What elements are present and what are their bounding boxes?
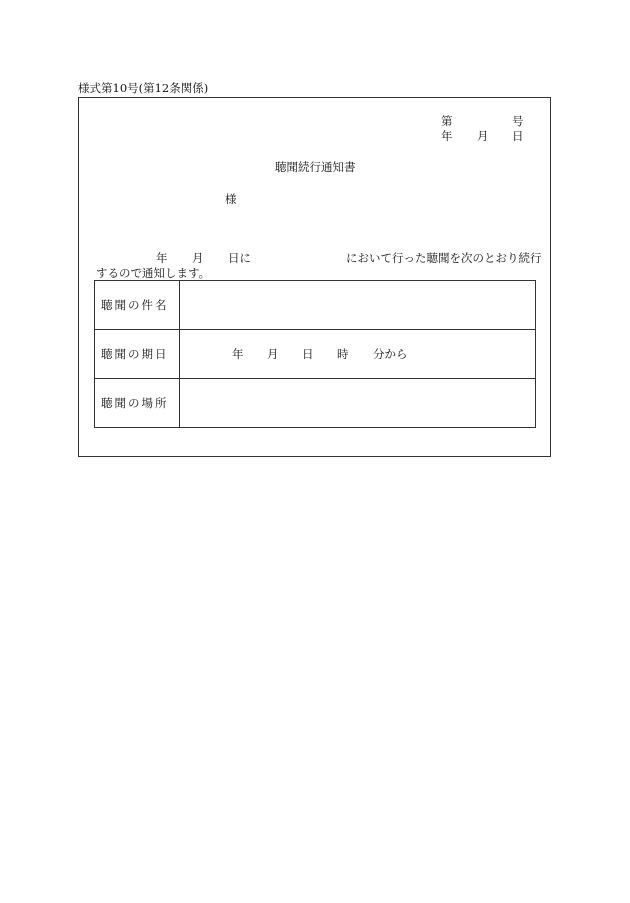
issue-date-month: 月 (477, 129, 489, 143)
hearing-date-year: 年 (232, 347, 244, 361)
body-date-year: 年 (156, 251, 168, 265)
issue-date-year: 年 (441, 129, 453, 143)
body-text-continuation: において行った聴聞を次のとおり続行 (346, 251, 542, 265)
document-number-prefix: 第 (441, 114, 453, 128)
hearing-date-field (180, 330, 536, 379)
hearing-date-day: 日 (302, 347, 314, 361)
hearing-date-label: 聴聞の期日 (95, 330, 180, 379)
hearing-subject-field (180, 281, 536, 330)
body-text-line-2: するので通知します。 (96, 266, 211, 280)
hearing-detail-table (94, 280, 536, 428)
body-date-day: 日に (228, 251, 251, 265)
form-number-label: 様式第10号(第12条関係) (78, 81, 209, 95)
hearing-date-month: 月 (267, 347, 279, 361)
hearing-date-hour: 時 (337, 347, 349, 361)
document-title: 聴聞続行通知書 (275, 160, 356, 174)
body-date-month: 月 (192, 251, 204, 265)
hearing-subject-label: 聴聞の件名 (95, 281, 180, 330)
hearing-place-field (180, 379, 536, 428)
hearing-place-label: 聴聞の場所 (95, 379, 180, 428)
hearing-date-minute-from: 分から (373, 347, 408, 361)
addressee-honorific: 様 (225, 192, 237, 206)
issue-date-day: 日 (512, 129, 524, 143)
document-number-suffix: 号 (512, 114, 524, 128)
table-row (95, 379, 536, 428)
table-row (95, 281, 536, 330)
table-row (95, 330, 536, 379)
